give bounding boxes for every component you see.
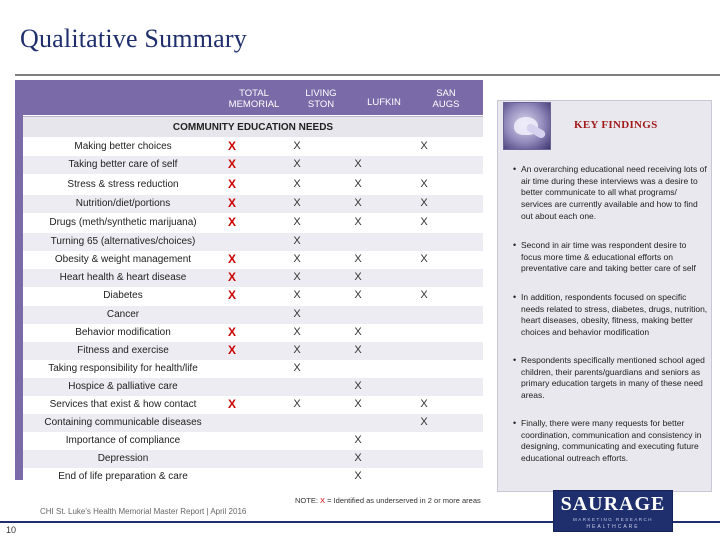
table-cell-mark: X — [293, 344, 301, 356]
table-cell-mark: X — [227, 325, 236, 339]
table-row — [23, 195, 483, 213]
table-cell-mark: X — [227, 397, 236, 411]
key-finding-text: An overarching educational need receiving lots of air time during these interviews was a desire to better communicate to all what programs/ services are currently available and how to find out about each one. — [521, 164, 707, 221]
table-cell-mark: X — [354, 197, 362, 209]
key-finding-item — [513, 164, 708, 223]
table-cell-mark: X — [293, 289, 301, 301]
table-cell-mark: X — [354, 434, 362, 446]
table-row — [23, 251, 483, 269]
row-label: End of life preparation & care — [58, 471, 188, 482]
row-label: Containing communicable diseases — [44, 417, 202, 428]
col-header-total-memorial: TOTAL MEMORIAL — [228, 88, 280, 110]
table-note: NOTE: X = Identified as underserved in 2 or more areas — [295, 496, 481, 505]
table-row — [23, 396, 483, 414]
table-cell-mark: X — [227, 252, 236, 266]
bullet-icon: • — [513, 164, 517, 174]
row-label: Drugs (meth/synthetic marijuana) — [49, 217, 197, 228]
footer-source: CHI St. Luke's Health Memorial Master Report | April 2016 — [40, 507, 247, 516]
row-label: Making better choices — [74, 141, 172, 152]
row-label: Obesity & weight management — [54, 254, 192, 265]
table-row — [23, 432, 483, 450]
table-cell-mark: X — [354, 470, 362, 482]
key-findings-photo — [503, 102, 551, 150]
row-label: Fitness and exercise — [77, 345, 169, 356]
table-cell-mark: X — [227, 157, 236, 171]
table-row — [23, 360, 483, 378]
table-cell-mark: X — [420, 140, 428, 152]
key-finding-item — [513, 418, 708, 465]
key-finding-text: Respondents specifically mentioned school aged children, their parents/guardians and seniors as primary education targets in many of these need areas. — [521, 355, 705, 401]
table-cell-mark: X — [293, 158, 301, 170]
table-row — [23, 156, 483, 174]
table-cell-mark: X — [293, 271, 301, 283]
row-label: Turning 65 (alternatives/choices) — [50, 236, 196, 247]
table-cell-mark: X — [354, 271, 362, 283]
table-row — [23, 138, 483, 156]
row-label: Stress & stress reduction — [67, 179, 179, 190]
row-label: Hospice & palliative care — [68, 381, 178, 392]
table-cell-mark: X — [227, 343, 236, 357]
key-finding-text: Second in air time was respondent desire to focus more time & educational efforts on preventative care and taking better care of self — [521, 240, 696, 274]
table-row — [23, 414, 483, 432]
key-findings-title: KEY FINDINGS — [574, 119, 658, 131]
table-cell-mark: X — [354, 216, 362, 228]
key-finding-text: Finally, there were many requests for better coordination, communication and consistency in designing, communicating and executing future educational outreach efforts. — [521, 418, 702, 464]
col-header-lufkin: LUFKIN — [367, 97, 401, 108]
table-cell-mark: X — [227, 215, 236, 229]
table-row — [23, 233, 483, 251]
table-cell-mark: X — [354, 326, 362, 338]
table-cell-mark: X — [293, 398, 301, 410]
page-number: 10 — [6, 525, 17, 535]
table-cell-mark: X — [293, 326, 301, 338]
table-row — [23, 324, 483, 342]
table-cell-mark: X — [420, 197, 428, 209]
table-row — [23, 269, 483, 287]
table-cell-mark: X — [354, 253, 362, 265]
saurage-logo: SAURAGE MARKETING RESEARCH HEALTHCARE — [553, 490, 673, 532]
table-row — [23, 378, 483, 396]
section-header-band — [23, 116, 483, 137]
row-label: Services that exist & how contact — [49, 399, 197, 410]
table-cell-mark: X — [354, 380, 362, 392]
row-label: Cancer — [106, 309, 140, 320]
row-label: Heart health & heart disease — [59, 272, 187, 283]
section-header: COMMUNITY EDUCATION NEEDS — [172, 122, 334, 133]
table-cell-mark: X — [293, 178, 301, 190]
row-label: Nutrition/diet/portions — [75, 198, 171, 209]
table-cell-mark: X — [293, 216, 301, 228]
table-cell-mark: X — [354, 289, 362, 301]
page-title: Qualitative Summary — [20, 24, 247, 53]
table-row — [23, 450, 483, 468]
table-row — [23, 306, 483, 324]
table-cell-mark: X — [293, 308, 301, 320]
table-cell-mark: X — [354, 178, 362, 190]
table-cell-mark: X — [293, 140, 301, 152]
table-cell-mark: X — [354, 158, 362, 170]
table-cell-mark: X — [293, 362, 301, 374]
bullet-icon: • — [513, 240, 517, 250]
bullet-icon: • — [513, 355, 517, 365]
bullet-icon: • — [513, 418, 517, 428]
table-cell-mark: X — [293, 253, 301, 265]
key-finding-item — [513, 292, 708, 339]
table-cell-mark: X — [420, 416, 428, 428]
table-row — [23, 176, 483, 194]
row-label: Taking better care of self — [68, 159, 178, 170]
table-cell-mark: X — [420, 216, 428, 228]
row-label: Importance of compliance — [65, 435, 181, 446]
title-divider — [15, 74, 720, 76]
table-row — [23, 468, 483, 486]
table-cell-mark: X — [227, 196, 236, 210]
row-label: Taking responsibility for health/life — [48, 363, 198, 374]
table-cell-mark: X — [420, 178, 428, 190]
left-accent-stripe — [15, 80, 23, 480]
table-cell-mark: X — [354, 452, 362, 464]
table-cell-mark: X — [227, 177, 236, 191]
key-finding-item — [513, 355, 708, 402]
table-cell-mark: X — [227, 288, 236, 302]
row-label: Behavior modification — [75, 327, 171, 338]
key-finding-text: In addition, respondents focused on specific needs related to stress, diabetes, drugs, nutrition, heart diseases, obesity, fitness, making better choices and behavior modification — [521, 292, 708, 338]
table-cell-mark: X — [420, 253, 428, 265]
table-cell-mark: X — [420, 289, 428, 301]
table-row — [23, 342, 483, 360]
table-row — [23, 214, 483, 232]
table-cell-mark: X — [354, 398, 362, 410]
table-cell-mark: X — [293, 197, 301, 209]
col-header-livingston: LIVING STON — [305, 88, 337, 110]
row-label: Diabetes — [103, 290, 143, 301]
table-cell-mark: X — [227, 139, 236, 153]
table-cell-mark: X — [293, 235, 301, 247]
col-header-san-augs: SAN AUGS — [432, 88, 460, 110]
row-label: Depression — [97, 453, 149, 464]
key-finding-item — [513, 240, 708, 275]
table-cell-mark: X — [227, 270, 236, 284]
table-cell-mark: X — [420, 398, 428, 410]
table-cell-mark: X — [354, 344, 362, 356]
table-row — [23, 287, 483, 305]
bullet-icon: • — [513, 292, 517, 302]
